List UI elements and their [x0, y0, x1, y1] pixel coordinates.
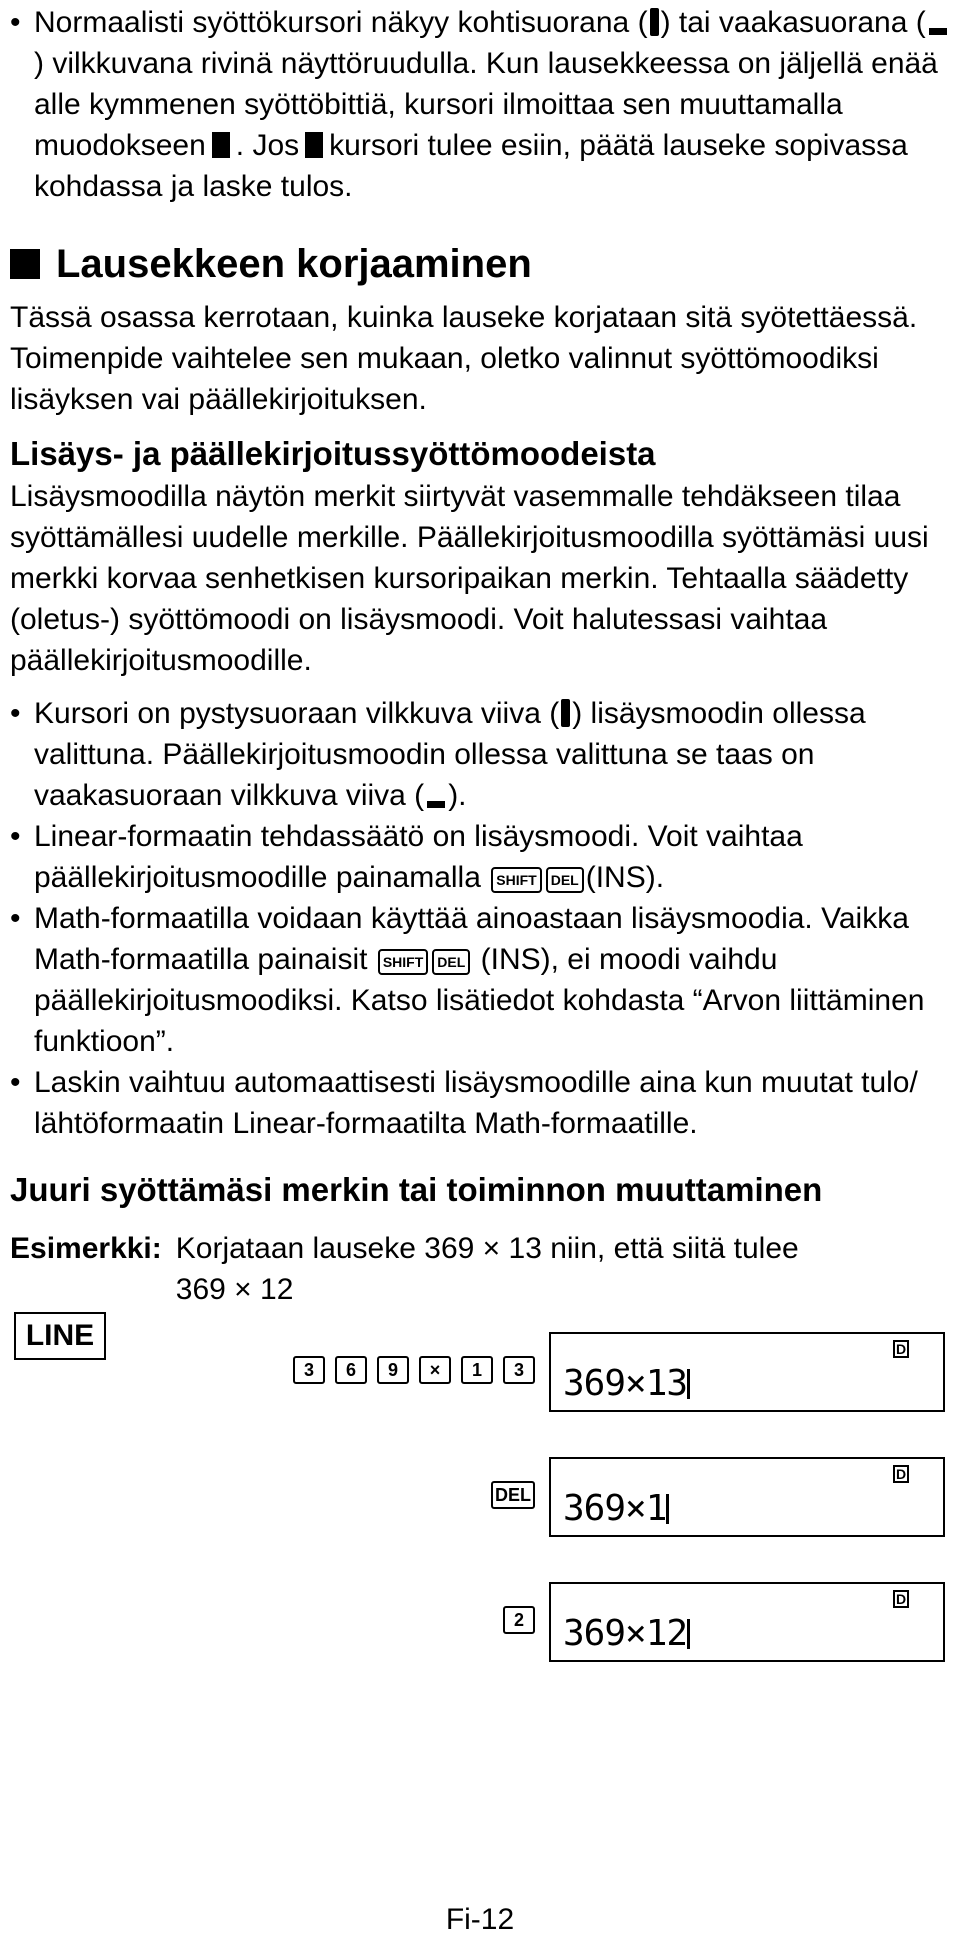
intro-text-4: . Jos — [235, 129, 300, 162]
block-cursor-icon — [212, 132, 230, 158]
calculator-display — [549, 1582, 945, 1662]
display-expression — [563, 1363, 690, 1404]
list-item — [10, 693, 955, 816]
display-expression — [563, 1488, 669, 1529]
shift-key-icon: SHIFT — [491, 867, 541, 893]
bullet-text: ) lisäysmoodin ollessa valittuna. Päällekirjoitusmoodin ollessa valittuna se taas on vaakasuoraan vilkkuva viiva ( — [34, 697, 866, 812]
bullet-text: (INS), ei moodi vaihdu päällekirjoitusmoodiksi. Katso lisätiedot kohdasta “Arvon liittäminen funktioon”. — [34, 943, 925, 1058]
square-bullet-icon — [10, 249, 40, 279]
del-key-icon: DEL — [546, 867, 584, 893]
calculator-display — [549, 1332, 945, 1412]
manual-page — [10, 0, 955, 1310]
step-row — [0, 1582, 945, 1662]
bullet-text: ). — [448, 779, 467, 812]
example-line-2: 369 × 12 — [175, 1273, 294, 1306]
degree-indicator: D — [893, 1590, 909, 1608]
section-intro: Tässä osassa kerrotaan, kuinka lauseke korjataan sitä syötettäessä. Toimenpide vaihtelee sen mukaan, oletko valinnut syöttömoodiksi lisäyksen vai päällekirjoituksen. — [10, 301, 918, 416]
key-2-icon: 2 — [503, 1606, 535, 1634]
step-row — [0, 1457, 945, 1537]
cursor-icon — [666, 1494, 669, 1524]
line-mode-badge: LINE — [14, 1312, 106, 1360]
key-sequence — [293, 1356, 535, 1384]
display-text: 369×1 — [563, 1488, 667, 1529]
bullet-text: (INS). — [585, 861, 665, 894]
cursor-icon — [687, 1369, 690, 1399]
display-text: 369×13 — [563, 1363, 688, 1404]
list-item — [10, 816, 955, 898]
block-cursor-icon — [305, 132, 323, 158]
key-multiply-icon: × — [419, 1356, 451, 1384]
bullet-text: Math-formaatilla voidaan käyttää ainoastaan lisäysmoodia. Vaikka Math-formaatilla painaisit — [34, 902, 909, 976]
bullet-text: Laskin vaihtuu automaattisesti lisäysmoodille aina kun muutat tulo/ lähtöformaatin Linear-formaatilta Math-formaatille. — [34, 1066, 918, 1140]
intro-text-3: ) vilkkuvana rivinä näyttöruudulla. Kun lausekkeessa on jäljellä enää alle kymmenen syöttöbittiä, kursori ilmoittaa sen muuttamalla muodokseen — [34, 47, 938, 162]
display-text: 369×12 — [563, 1613, 688, 1654]
key-3-icon: 3 — [293, 1356, 325, 1384]
key-1-icon: 1 — [461, 1356, 493, 1384]
intro-bullet — [10, 2, 955, 207]
key-6-icon: 6 — [335, 1356, 367, 1384]
calculator-display — [549, 1457, 945, 1537]
intro-text-1: Normaalisti syöttökursori näkyy kohtisuorana ( — [34, 6, 648, 39]
section-heading — [10, 239, 955, 289]
horizontal-cursor-icon — [929, 28, 947, 35]
bullet-text: Kursori on pystysuoraan vilkkuva viiva ( — [34, 697, 560, 730]
horizontal-cursor-icon — [427, 801, 445, 808]
vertical-cursor-icon — [650, 8, 659, 36]
key-sequence — [491, 1481, 535, 1509]
subsection-heading: Juuri syöttämäsi merkin tai toiminnon muuttaminen — [10, 1171, 823, 1208]
key-3-icon: 3 — [503, 1356, 535, 1384]
example-label: Esimerkki: — [10, 1232, 162, 1265]
subsection-heading: Lisäys- ja päällekirjoitussyöttömoodeista — [10, 435, 656, 472]
vertical-cursor-icon — [561, 699, 570, 727]
page-number: Fi-12 — [445, 1903, 515, 1936]
intro-text-2: ) tai vaakasuorana ( — [660, 6, 926, 39]
degree-indicator: D — [893, 1340, 909, 1358]
cursor-icon — [687, 1619, 690, 1649]
del-key-icon: DEL — [432, 949, 470, 975]
step-row — [0, 1332, 945, 1412]
example-block — [10, 1228, 955, 1310]
list-item — [10, 898, 955, 1062]
key-del-icon: DEL — [491, 1481, 535, 1509]
list-item — [10, 1062, 955, 1144]
example-line-1: Korjataan lauseke 369 × 13 niin, että siitä tulee — [175, 1232, 799, 1265]
shift-key-icon: SHIFT — [378, 949, 428, 975]
degree-indicator: D — [893, 1465, 909, 1483]
subsection-body: Lisäysmoodilla näytön merkit siirtyvät vasemmalle tehdäkseen tilaa syöttämällesi uudelle merkille. Päällekirjoitusmoodilla syöttämäsi uusi merkki korvaa senhetkisen kursoripaikan merkin. Tehtaalla säädetty (oletus-) syöttömoodi on lisäysmoodi. Voit halutessasi vaihtaa päällekirjoitusmoodille. — [10, 480, 929, 677]
example-text — [176, 1228, 799, 1310]
section-title: Lausekkeen korjaaminen — [56, 242, 532, 286]
intro-text-5: kursori tulee esiin, päätä lauseke sopivassa kohdassa ja laske tulos. — [34, 129, 908, 203]
display-expression — [563, 1613, 690, 1654]
key-9-icon: 9 — [377, 1356, 409, 1384]
bullet-text: Linear-formaatin tehdassäätö on lisäysmoodi. Voit vaihtaa päällekirjoitusmoodille painamalla — [34, 820, 803, 894]
key-sequence — [503, 1606, 535, 1634]
